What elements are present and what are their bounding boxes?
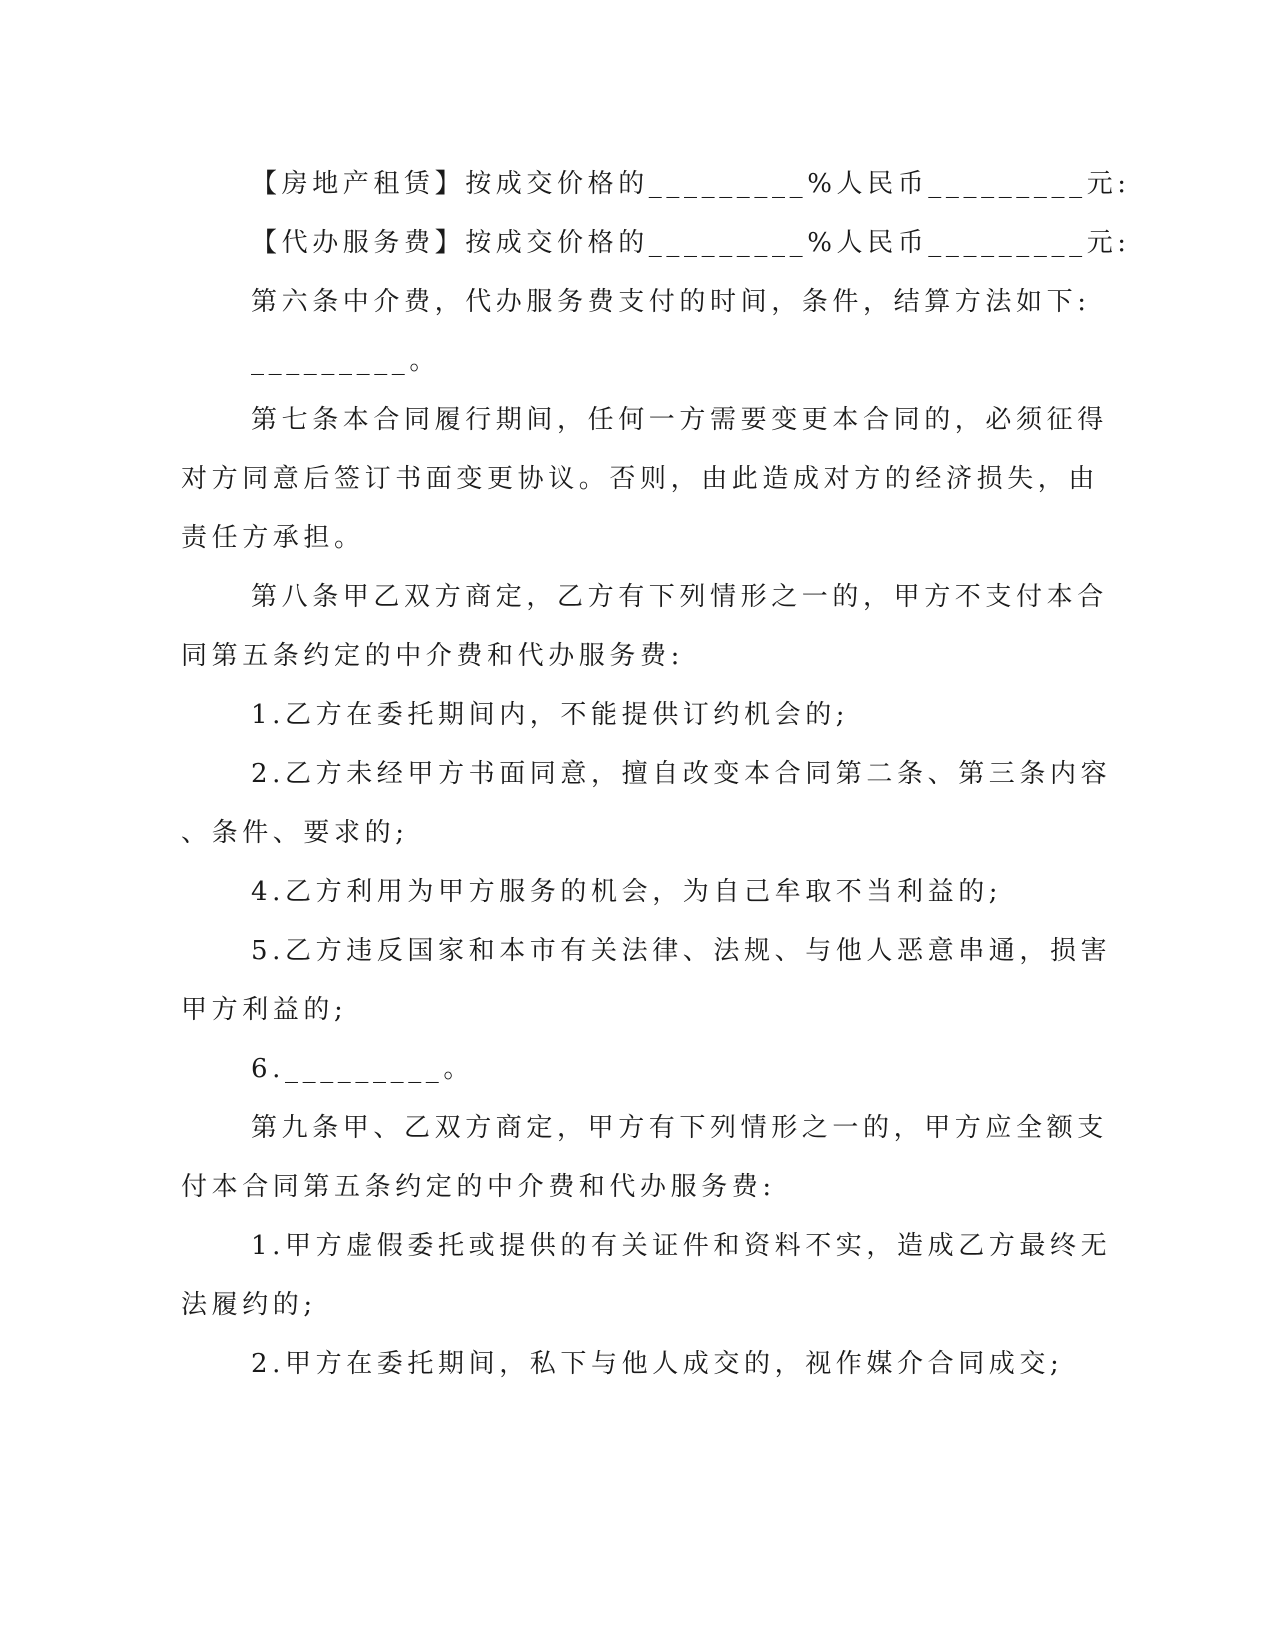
text-line: 责任方承担。: [181, 523, 365, 553]
text-line: 甲方利益的;: [181, 995, 348, 1025]
text-line: 法履约的;: [181, 1290, 317, 1320]
text-line: 对方同意后签订书面变更协议。否则，由此造成对方的经济损失，由: [181, 464, 1100, 494]
text-line: 付本合同第五条约定的中介费和代办服务费:: [181, 1172, 776, 1202]
text-line: 6._________。: [251, 1054, 475, 1084]
text-line: 【房地产租赁】按成交价格的_________%人民币_________元:: [251, 169, 1131, 199]
text-line: 第九条甲、乙双方商定，甲方有下列情形之一的，甲方应全额支: [251, 1113, 1108, 1143]
text-line: 第八条甲乙双方商定，乙方有下列情形之一的，甲方不支付本合: [251, 582, 1108, 612]
text-line: 5.乙方违反国家和本市有关法律、法规、与他人恶意串通，损害: [251, 936, 1112, 966]
text-line: 同第五条约定的中介费和代办服务费:: [181, 641, 684, 671]
text-line: 、条件、要求的;: [181, 818, 409, 848]
text-line: 2.乙方未经甲方书面同意，擅自改变本合同第二条、第三条内容: [251, 759, 1112, 789]
text-line: 第六条中介费，代办服务费支付的时间，条件，结算方法如下:: [251, 287, 1091, 317]
text-line: 4.乙方利用为甲方服务的机会，为自己牟取不当利益的;: [251, 877, 1003, 907]
document-body: [181, 155, 1131, 1394]
text-line: 【代办服务费】按成交价格的_________%人民币_________元:: [251, 228, 1131, 258]
text-line: 2.甲方在委托期间，私下与他人成交的，视作媒介合同成交;: [251, 1349, 1064, 1379]
text-line: 1.甲方虚假委托或提供的有关证件和资料不实，造成乙方最终无: [251, 1231, 1112, 1261]
text-line: 第七条本合同履行期间，任何一方需要变更本合同的，必须征得: [251, 405, 1108, 435]
text-line: 1.乙方在委托期间内，不能提供订约机会的;: [251, 700, 850, 730]
text-line: _________。: [251, 346, 440, 376]
